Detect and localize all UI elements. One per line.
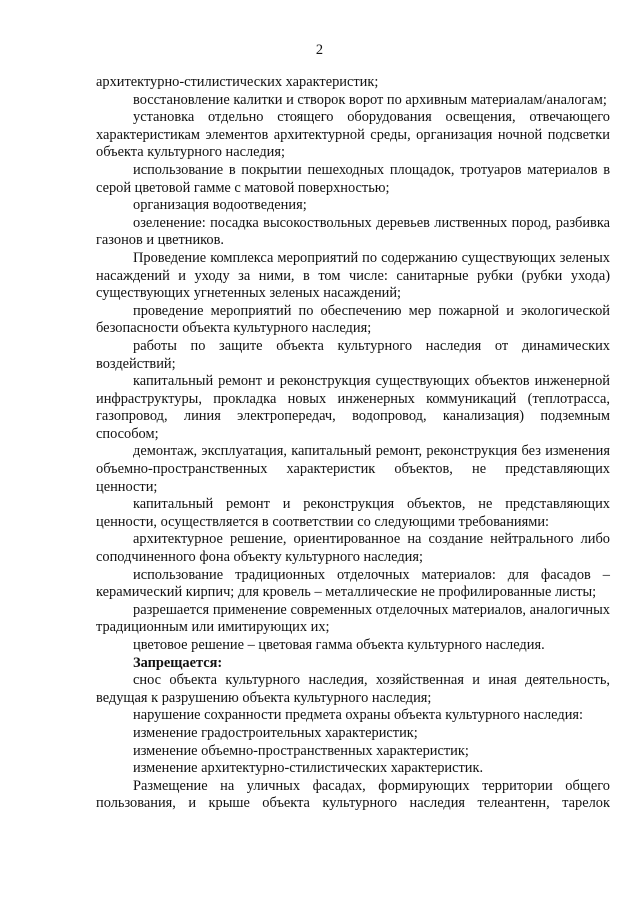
paragraph: цветовое решение – цветовая гамма объекта культурного наследия. — [133, 637, 545, 653]
paragraph: восстановление калитки и створок ворот по архивным материалам/аналогам; — [133, 91, 607, 108]
paragraph: организация водоотведения; — [133, 197, 307, 214]
paragraph: проведение мероприятий по обеспечению мер пожарной и экологической безопасности объекта культурного наследия; — [96, 302, 610, 337]
paragraph: архитектурно-стилистических характеристик; — [96, 74, 379, 90]
paragraph: использование традиционных отделочных материалов: для фасадов – керамический кирпич; для кровель – металлические не профилированные листы; — [96, 566, 610, 601]
paragraph: работы по защите объекта культурного наследия от динамических воздействий; — [96, 337, 610, 372]
paragraph: нарушение сохранности предмета охраны объекта культурного наследия: — [133, 707, 584, 724]
paragraph: капитальный ремонт и реконструкция существующих объектов инженерной инфраструктуры, прокладка новых инженерных коммуникаций (теплотрасса, газопровод, линия электропередач, водопровод, канализация) подземным способом; — [96, 373, 610, 442]
page-number: 2 — [315, 42, 324, 58]
paragraph: установка отдельно стоящего оборудования освещения, отвечающего характеристикам элементов архитектурной среды, организация ночной подсветки объекта культурного наследия; — [96, 109, 610, 161]
paragraph: изменение архитектурно-стилистических характеристик. — [133, 760, 484, 777]
section-heading: Запрещается: — [133, 654, 223, 671]
paragraph: озеленение: посадка высокоствольных деревьев лиственных пород, разбивка газонов и цветников. — [96, 214, 610, 249]
paragraph: использование в покрытии пешеходных площадок, тротуаров материалов в серой цветовой гамме с матовой поверхностью; — [96, 161, 610, 196]
paragraph: изменение объемно-пространственных характеристик; — [133, 742, 469, 759]
paragraph: снос объекта культурного наследия, хозяйственная и иная деятельность, ведущая к разрушению объекта культурного наследия; — [96, 672, 610, 706]
paragraph: капитальный ремонт и реконструкция объектов, не представляющих ценности, осуществляется в соответствии со следующими требованиями: — [96, 496, 610, 530]
paragraph: демонтаж, эксплуатация, капитальный ремонт, реконструкция без изменения объемно-пространственных характеристик объектов, не представляющих ценности; — [96, 443, 610, 495]
paragraph: Размещение на уличных фасадах, формирующих территории общего пользования, и крыше объекта культурного наследия телеантенн, тарелок — [96, 777, 610, 812]
paragraph: Проведение комплекса мероприятий по содержанию существующих зеленых насаждений и уходу за ними, в том числе: санитарные рубки (рубки ухода) существующих угнетенных зеленых насаждений; — [96, 249, 610, 302]
paragraph: архитектурное решение, ориентированное на создание нейтрального либо соподчиненного фона объекту культурного наследия; — [96, 531, 610, 566]
paragraph: разрешается применение современных отделочных материалов, аналогичных традиционным или имитирующих их; — [96, 601, 610, 636]
body-text — [96, 74, 610, 813]
paragraph: изменение градостроительных характеристик; — [133, 724, 418, 741]
